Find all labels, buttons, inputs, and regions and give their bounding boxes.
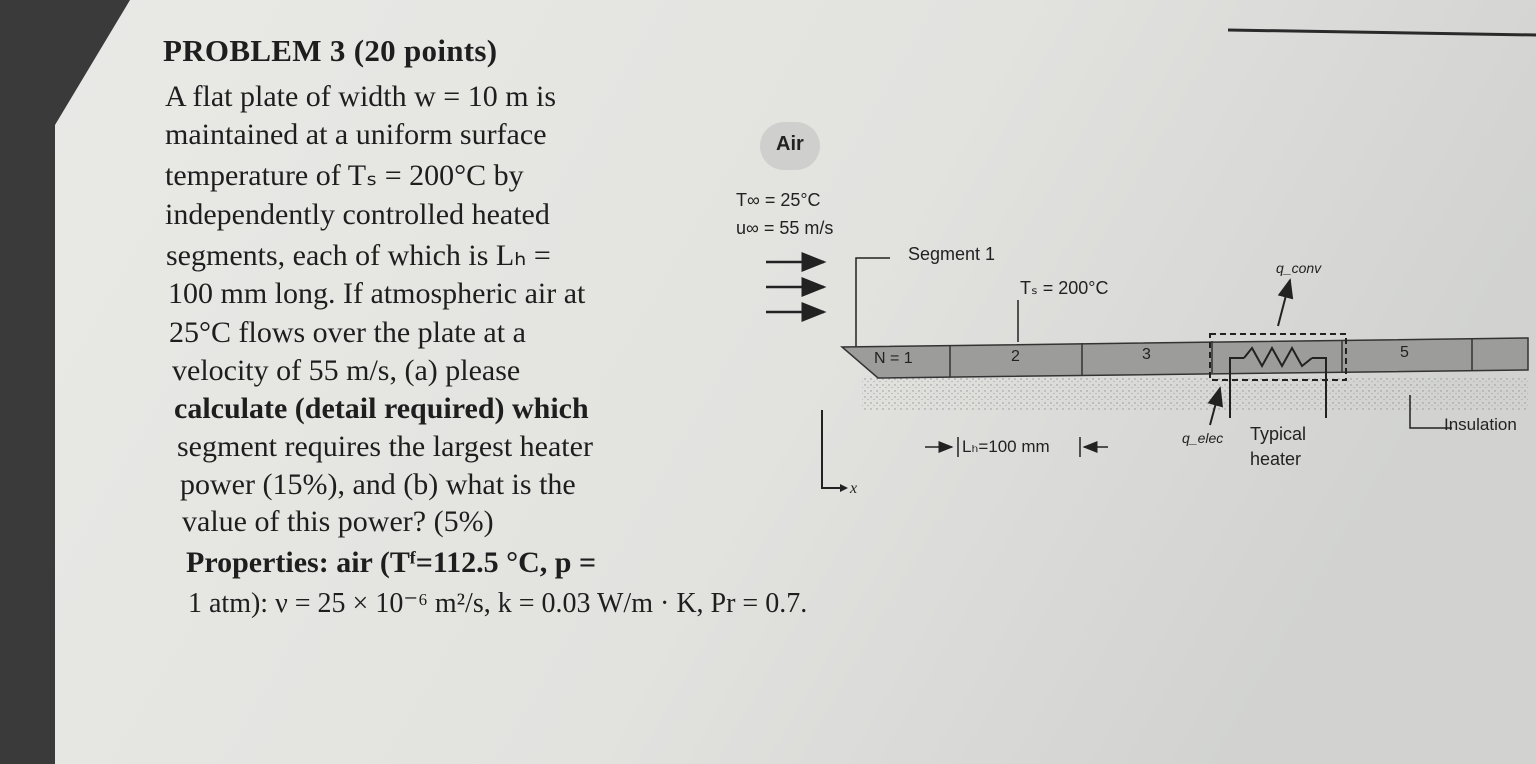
problem-line: value of this power? (5%)	[182, 505, 494, 538]
segment-1-label: Segment 1	[908, 244, 996, 264]
typical-heater-label: Typical	[1250, 424, 1307, 444]
problem-line: 100 mm long. If atmospheric air at	[168, 277, 586, 310]
properties-line: Properties: air (Tᶠ=112.5 °C, p =	[186, 546, 597, 579]
segment-number: 3	[1142, 346, 1151, 363]
problem-line: calculate (detail required) which	[174, 392, 589, 425]
air-label: Air	[776, 133, 804, 155]
problem-line: power (15%), and (b) what is the	[180, 468, 576, 501]
typical-heater-label: heater	[1250, 449, 1302, 469]
ts-label: Tₛ = 200°C	[1020, 278, 1109, 298]
segment-number: 2	[1011, 348, 1020, 365]
insulation-layer	[862, 376, 1528, 410]
q-conv-label: q_conv	[1276, 260, 1322, 276]
x-axis-arrow-icon	[840, 484, 848, 492]
problem-line: velocity of 55 m/s, (a) please	[172, 354, 521, 387]
x-axis-label: x	[850, 480, 858, 497]
insulation-label: Insulation	[1444, 415, 1517, 434]
flow-arrows	[766, 262, 824, 312]
properties-line: 1 atm): ν = 25 × 10⁻⁶ m²/s, k = 0.03 W/m · K, Pr = 0.7.	[188, 588, 808, 619]
problem-line: 25°C flows over the plate at a	[169, 316, 526, 349]
segment-1-leader	[856, 258, 890, 347]
problem-line: independently controlled heated	[165, 198, 550, 231]
x-axis	[822, 410, 846, 488]
problem-line: segments, each of which is Lₕ =	[166, 239, 551, 272]
problem-line: temperature of Tₛ = 200°C by	[165, 159, 524, 192]
u-inf-label: u∞ = 55 m/s	[736, 218, 834, 238]
problem-line: A flat plate of width w = 10 m is	[165, 80, 557, 113]
segment-number: 5	[1400, 344, 1409, 361]
q-elec-label: q_elec	[1182, 430, 1224, 446]
problem-line: segment requires the largest heater	[177, 430, 593, 463]
t-inf-label: T∞ = 25°C	[736, 190, 821, 210]
segment-number: N = 1	[874, 350, 913, 367]
q-conv-arrow	[1278, 280, 1290, 326]
lh-label: Lₕ=100 mm	[962, 437, 1050, 456]
flat-plate	[842, 338, 1528, 378]
problem-title: PROBLEM 3 (20 points)	[163, 33, 498, 68]
problem-line: maintained at a uniform surface	[165, 118, 547, 151]
